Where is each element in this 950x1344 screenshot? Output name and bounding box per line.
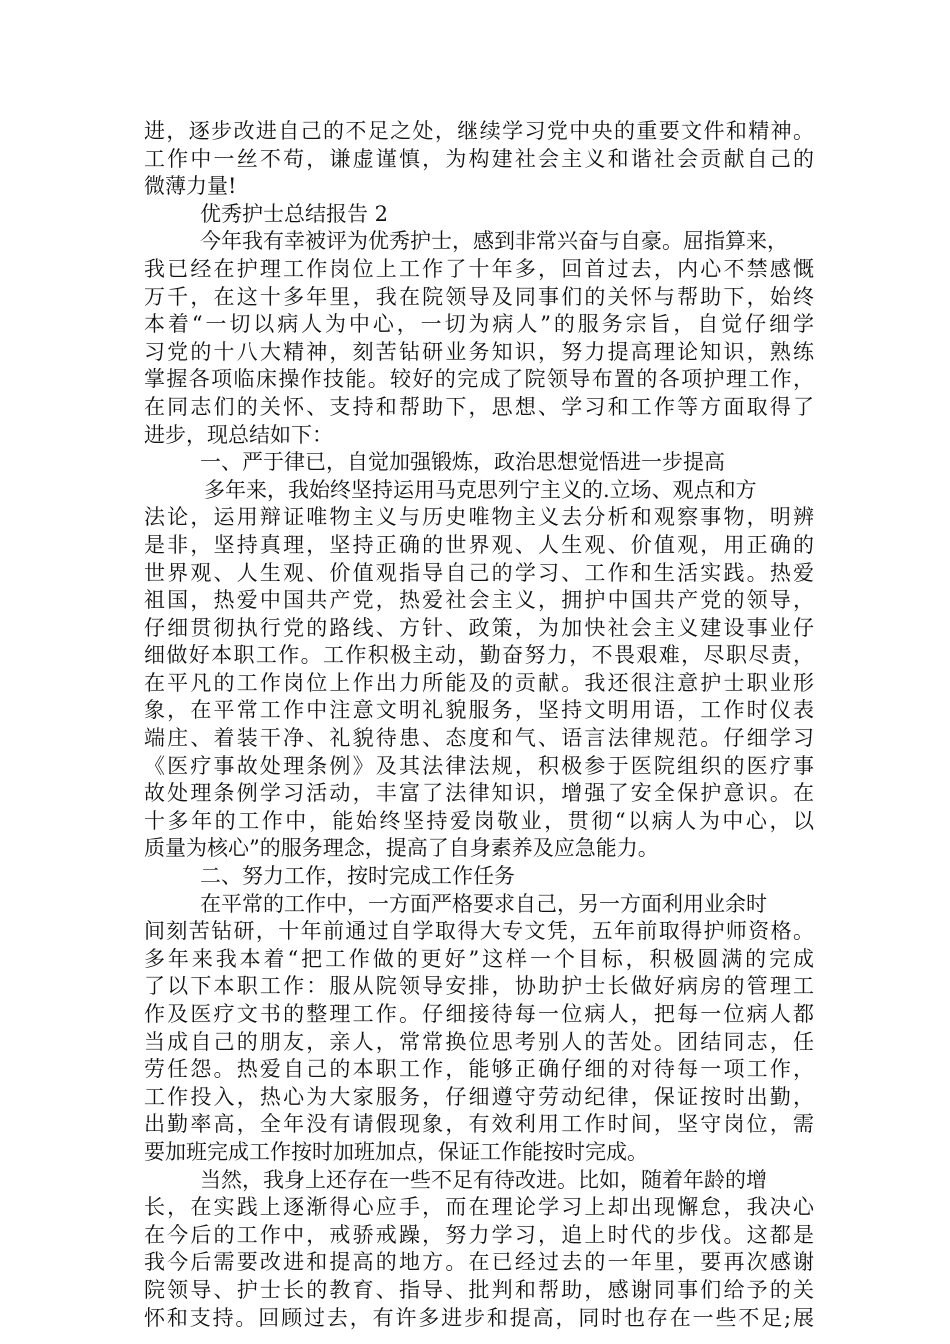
text-line: 质量为核心”的服务理念，提高了自身素养及应急能力。 xyxy=(144,836,659,861)
text-line: 微薄力量! xyxy=(144,174,237,199)
text-line: 多年来我本着“把工作做的更好”这样一个目标，积极圆满的完成 xyxy=(144,946,814,971)
text-line: 端庄、着装干净、礼貌待患、态度和气、语言法律规范。仔细学习 xyxy=(144,726,814,751)
text-line: 万千，在这十多年里，我在院领导及同事们的关怀与帮助下，始终 xyxy=(144,284,814,309)
text-line: 院领导、护士长的教育、指导、批判和帮助，感谢同事们给予的关 xyxy=(144,1277,814,1302)
text-line: 象，在平常工作中注意文明礼貌服务，坚持文明用语，工作时仪表 xyxy=(144,698,814,723)
text-line: 出勤率高，全年没有请假现象，有效利用工作时间，坚守岗位，需 xyxy=(144,1112,814,1137)
text-line: 在今后的工作中，戒骄戒躁，努力学习，追上时代的步伐。这都是 xyxy=(144,1222,814,1247)
text-line: 习党的十八大精神，刻苦钻研业务知识，努力提高理论知识，熟练 xyxy=(144,339,814,364)
text-line: 本着“一切以病人为中心，一切为病人”的服务宗旨，自觉仔细学 xyxy=(144,312,814,337)
text-line: 进，逐步改进自己的不足之处，继续学习党中央的重要文件和精神。 xyxy=(144,119,814,143)
text-line: 劳任怨。热爱自己的本职工作，能够正确仔细的对待每一项工作， xyxy=(144,1057,814,1082)
text-line: 细做好本职工作。工作积极主动，勤奋努力，不畏艰难，尽职尽责， xyxy=(144,643,814,668)
text-line: 祖国，热爱中国共产党，热爱社会主义，拥护中国共产党的领导， xyxy=(144,588,814,613)
text-line: 今年我有幸被评为优秀护士，感到非常兴奋与自豪。屈指算来， xyxy=(200,229,788,254)
text-line: 间刻苦钻研，十年前通过自学取得大专文凭，五年前取得护师资格。 xyxy=(144,919,814,944)
text-line: 怀和支持。回顾过去，有许多进步和提高，同时也存在一些不足;展 xyxy=(144,1305,814,1330)
report-title: 优秀护士总结报告 2 xyxy=(200,201,389,226)
text-line: 是非，坚持真理，坚持正确的世界观、人生观、价值观，用正确的 xyxy=(144,532,814,557)
text-line: 进步，现总结如下： xyxy=(144,422,333,447)
text-line: 长，在实践上逐渐得心应手，而在理论学习上却出现懈怠，我决心 xyxy=(144,1195,814,1220)
text-line: 法论，运用辩证唯物主义与历史唯物主义去分析和观察事物，明辨 xyxy=(144,505,814,530)
text-line: 十多年的工作中，能始终坚持爱岗敬业，贯彻“以病人为中心，以 xyxy=(144,808,814,833)
text-line: 工作中一丝不苟，谦虚谨慎，为构建社会主义和谐社会贡献自己的 xyxy=(144,146,814,171)
text-line: 仔细贯彻执行党的路线、方针、政策，为加快社会主义建设事业仔 xyxy=(144,615,814,640)
text-line: 《医疗事故处理条例》及其法律法规，积极参于医院组织的医疗事 xyxy=(144,753,814,778)
text-line: 在平常的工作中，一方面严格要求自己，另一方面利用业余时 xyxy=(200,891,767,916)
text-line: 故处理条例学习活动，丰富了法律知识，增强了安全保护意识。在 xyxy=(144,781,814,806)
text-line: 作及医疗文书的整理工作。仔细接待每一位病人，把每一位病人都 xyxy=(144,1002,814,1026)
text-line: 当成自己的朋友，亲人，常常换位思考别人的苦处。团结同志，任 xyxy=(144,1029,814,1054)
text-line: 了以下本职工作：服从院领导安排，协助护士长做好病房的管理工 xyxy=(144,974,814,999)
text-line: 要加班完成工作按时加班加点，保证工作能按时完成。 xyxy=(144,1139,648,1164)
text-line: 我已经在护理工作岗位上工作了十年多，回首过去，内心不禁感慨 xyxy=(144,256,814,281)
text-line: 我今后需要改进和提高的地方。在已经过去的一年里，要再次感谢 xyxy=(144,1250,814,1275)
text-line: 在同志们的关怀、支持和帮助下，思想、学习和工作等方面取得了 xyxy=(144,394,814,419)
text-line: 世界观、人生观、价值观指导自己的学习、工作和生活实践。热爱 xyxy=(144,560,814,585)
text-line: 掌握各项临床操作技能。较好的完成了院领导布置的各项护理工作， xyxy=(144,367,814,392)
text-line: 多年来，我始终坚持运用马克思列宁主义的.立场、观点和方 xyxy=(204,477,757,502)
document-body xyxy=(144,118,814,1332)
section-heading: 一、严于律已，自觉加强锻炼，政治思想觉悟进一步提高 xyxy=(200,450,725,475)
text-line: 在平凡的工作岗位上作出力所能及的贡献。我还很注意护士职业形 xyxy=(144,670,814,695)
section-heading: 二、努力工作，按时完成工作任务 xyxy=(200,864,515,889)
text-line: 当然，我身上还存在一些不足有待改进。比如，随着年龄的增 xyxy=(200,1167,767,1192)
text-line: 工作投入，热心为大家服务，仔细遵守劳动纪律，保证按时出勤， xyxy=(144,1084,814,1109)
